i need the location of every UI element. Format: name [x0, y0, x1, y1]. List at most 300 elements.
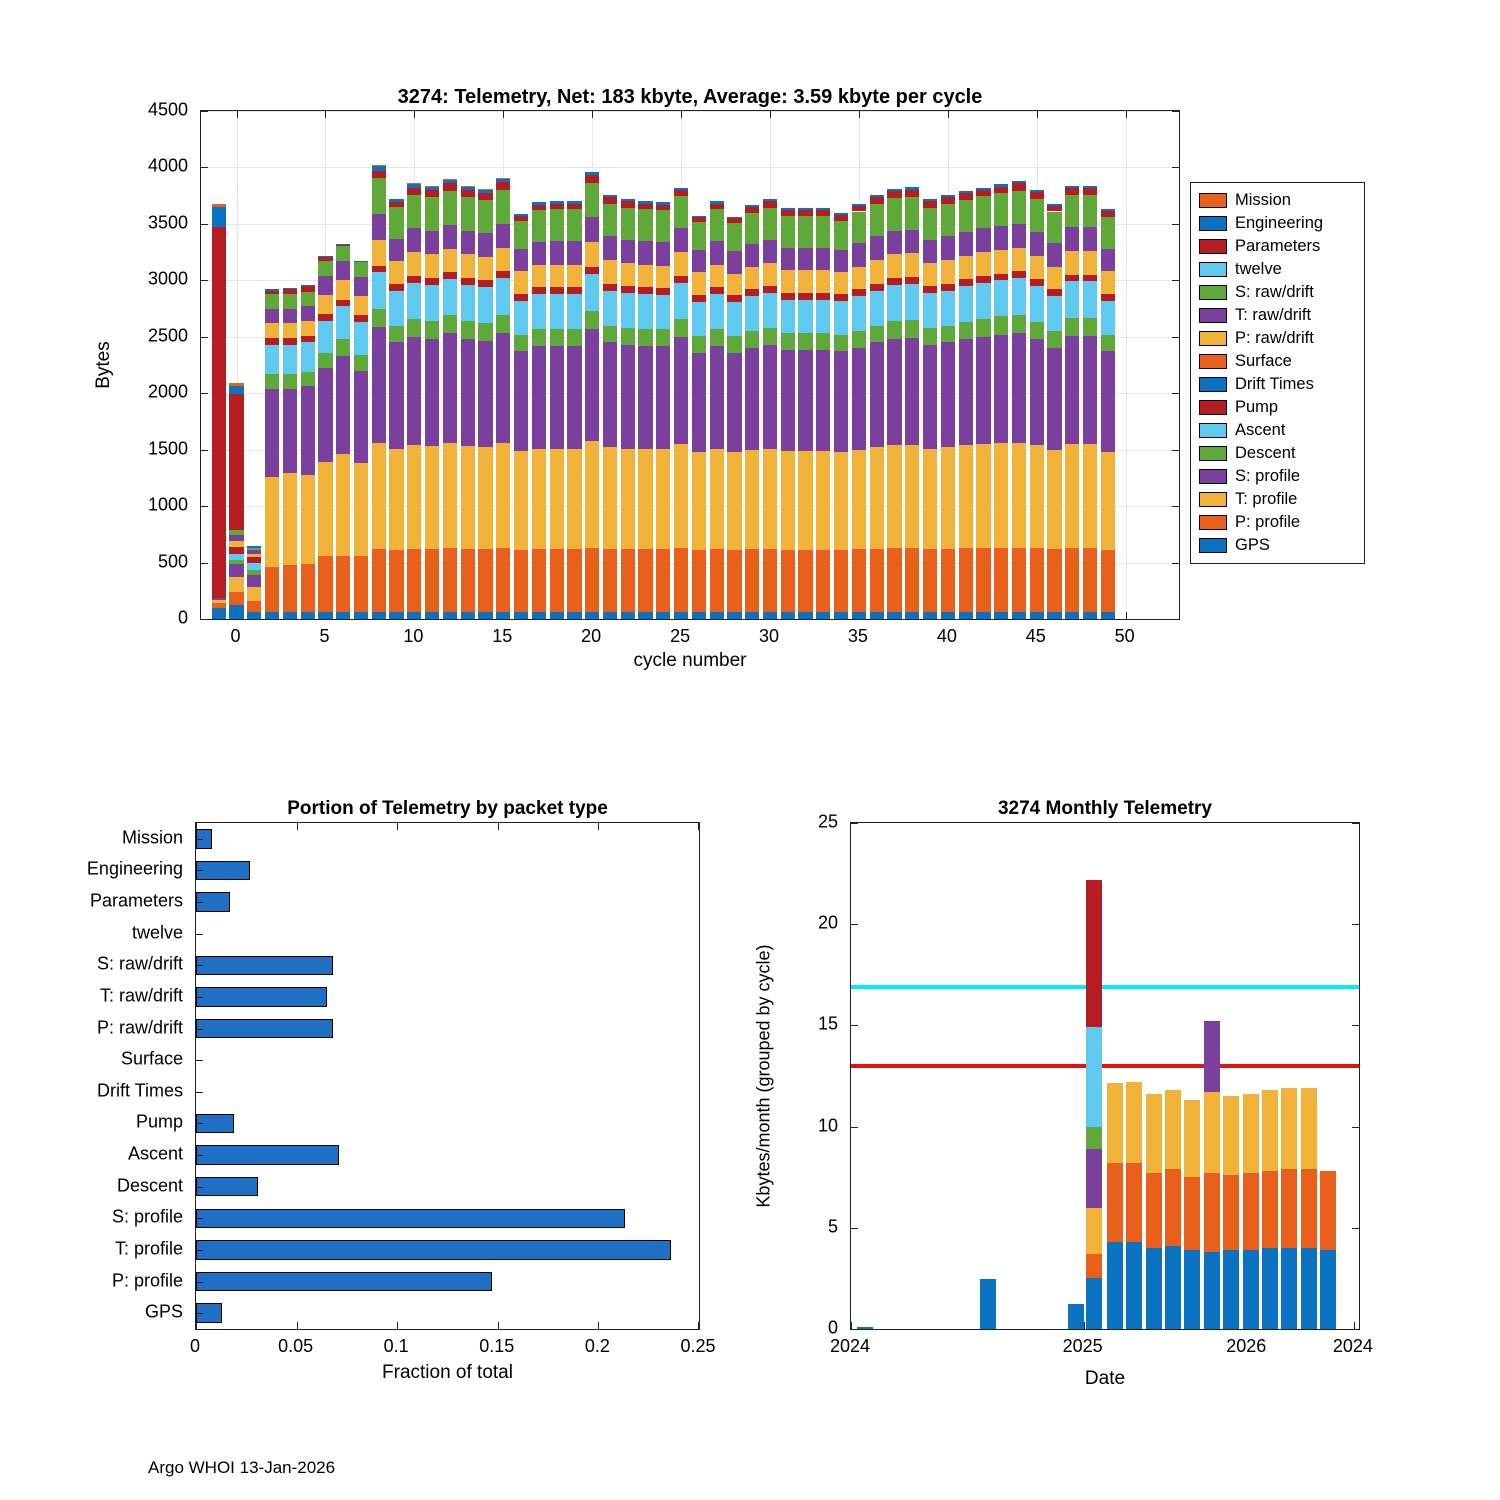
bar-segment: [1012, 443, 1026, 548]
monthly-bar[interactable]: [1165, 1090, 1181, 1329]
bar-segment: [301, 564, 315, 613]
bar-segment: [692, 452, 706, 550]
bar-segment: [710, 287, 724, 294]
bar-segment: [621, 293, 635, 328]
stacked-bar[interactable]: [798, 208, 812, 619]
h-bar[interactable]: [196, 1209, 625, 1229]
legend-swatch-icon: [1199, 515, 1227, 530]
bar-segment: [1083, 336, 1097, 444]
bar-segment: [1083, 281, 1097, 317]
bar-segment: [1223, 1096, 1239, 1175]
stacked-bar[interactable]: [674, 188, 688, 619]
bar-segment: [212, 204, 226, 207]
bar-segment: [674, 337, 688, 444]
bar-segment: [247, 548, 261, 550]
y-tick-label: 4000: [147, 155, 188, 176]
top-chart-xlabel: cycle number: [633, 650, 747, 671]
bar-segment: [550, 204, 564, 210]
gridline: [201, 111, 1179, 112]
stacked-bar[interactable]: [212, 204, 226, 619]
monthly-bar[interactable]: [1107, 1083, 1123, 1329]
bar-segment: [461, 187, 475, 190]
bar-segment: [407, 276, 421, 283]
bar-segment: [425, 254, 439, 278]
bar-segment: [976, 319, 990, 337]
monthly-bar[interactable]: [1068, 1304, 1084, 1329]
stacked-bar[interactable]: [1030, 190, 1044, 619]
bar-segment: [674, 612, 688, 619]
bar-segment: [389, 284, 403, 291]
stacked-bar[interactable]: [1083, 186, 1097, 619]
monthly-bar[interactable]: [1262, 1090, 1278, 1329]
bar-segment: [1101, 301, 1115, 335]
legend-swatch-icon: [1199, 331, 1227, 346]
bar-segment: [941, 612, 955, 619]
stacked-bar[interactable]: [870, 195, 884, 619]
stacked-bar[interactable]: [229, 383, 243, 619]
stacked-bar[interactable]: [692, 216, 706, 619]
y-tick: [1172, 506, 1179, 507]
legend-item[interactable]: [1199, 327, 1356, 350]
bar-segment: [372, 327, 386, 443]
stacked-bar[interactable]: [247, 546, 261, 619]
y-tick: [201, 563, 208, 564]
bar-segment: [692, 217, 706, 222]
bar-segment: [301, 292, 315, 307]
stacked-bar[interactable]: [994, 184, 1008, 619]
bar-segment: [318, 314, 332, 321]
stacked-bar[interactable]: [425, 186, 439, 619]
stacked-bar[interactable]: [283, 288, 297, 619]
bar-segment: [229, 541, 243, 547]
h-bar[interactable]: [196, 861, 250, 881]
stacked-bar[interactable]: [389, 199, 403, 619]
h-bar[interactable]: [196, 1019, 333, 1039]
bar-segment: [318, 257, 332, 262]
monthly-bar[interactable]: [857, 1327, 873, 1329]
bar-segment: [656, 242, 670, 266]
bar-segment: [247, 612, 261, 619]
bar-segment: [994, 274, 1008, 281]
y-tick-label: 3000: [147, 268, 188, 289]
bar-segment: [443, 548, 457, 612]
bar-segment: [229, 564, 243, 578]
bar-segment: [425, 321, 439, 339]
legend-item[interactable]: [1199, 189, 1356, 212]
bar-segment: [816, 300, 830, 334]
stacked-bar[interactable]: [621, 199, 635, 619]
bar-segment: [798, 550, 812, 612]
stacked-bar[interactable]: [1101, 209, 1115, 619]
x-tick: [1037, 111, 1038, 118]
bar-segment: [959, 548, 973, 612]
bar-segment: [425, 231, 439, 255]
stacked-bar[interactable]: [656, 202, 670, 619]
bar-segment: [852, 267, 866, 290]
y-tick: [1172, 167, 1179, 168]
legend-item[interactable]: [1199, 235, 1356, 258]
stacked-bar[interactable]: [852, 204, 866, 619]
y-tick: [201, 167, 208, 168]
bar-segment: [603, 447, 617, 549]
bar-segment: [461, 190, 475, 197]
y-tick: [196, 1123, 203, 1124]
legend-item[interactable]: [1199, 281, 1356, 304]
bar-segment: [816, 210, 830, 216]
bar-segment: [283, 374, 297, 389]
bar-segment: [247, 563, 261, 571]
bar-segment: [798, 293, 812, 300]
bar-segment: [496, 224, 510, 248]
legend-label: Pump: [1235, 398, 1279, 416]
bar-segment: [443, 272, 457, 279]
bar-segment: [567, 287, 581, 294]
monthly-bar[interactable]: [1204, 1021, 1220, 1329]
bar-segment: [603, 284, 617, 291]
x-tick: [859, 111, 860, 118]
legend-label: Mission: [1235, 191, 1291, 209]
h-bar[interactable]: [196, 956, 333, 976]
bar-segment: [247, 575, 261, 587]
bar-segment: [857, 1327, 873, 1329]
bar-segment: [976, 444, 990, 548]
bar-segment: [745, 612, 759, 619]
bar-segment: [1086, 961, 1102, 1028]
legend-item[interactable]: [1199, 350, 1356, 373]
top-chart-plot-area: [201, 111, 1179, 619]
stacked-bar[interactable]: [745, 205, 759, 619]
bar-segment: [692, 272, 706, 295]
legend-item[interactable]: [1199, 442, 1356, 465]
bar-segment: [905, 612, 919, 619]
stacked-bar[interactable]: [1065, 186, 1079, 619]
legend-item[interactable]: [1199, 304, 1356, 327]
bar-segment: [905, 284, 919, 320]
bar-segment: [941, 195, 955, 197]
bar-segment: [478, 189, 492, 190]
bar-segment: [585, 612, 599, 619]
bar-segment: [461, 549, 475, 612]
monthly-bar[interactable]: [1223, 1096, 1239, 1329]
legend-item[interactable]: [1199, 419, 1356, 442]
bar-segment: [781, 293, 795, 300]
y-tick: [201, 450, 208, 451]
x-tick-label: 10: [403, 626, 424, 646]
bar-segment: [1101, 217, 1115, 249]
bar-segment: [638, 329, 652, 346]
bar-segment: [514, 612, 528, 619]
bar-segment: [407, 252, 421, 276]
bar-segment: [443, 279, 457, 315]
top-chart-title: 3274: Telemetry, Net: 183 kbyte, Average: 3.59 kbyte per cycle: [397, 86, 983, 108]
bar-segment: [745, 207, 759, 213]
bar-segment: [1047, 289, 1061, 296]
bar-segment: [852, 212, 866, 244]
bar-segment: [532, 287, 546, 294]
bar-segment: [372, 240, 386, 266]
bar-segment: [976, 337, 990, 444]
stacked-bar[interactable]: [710, 201, 724, 619]
stacked-bar[interactable]: [1012, 181, 1026, 619]
bar-segment: [1126, 1163, 1142, 1242]
bar-segment: [976, 548, 990, 612]
stacked-bar[interactable]: [816, 208, 830, 619]
bar-segment: [585, 172, 599, 175]
bar-segment: [301, 342, 315, 371]
br-chart-ylabel: Kbytes/month (grouped by cycle): [753, 944, 774, 1208]
bar-segment: [656, 329, 670, 346]
bar-segment: [1083, 548, 1097, 612]
legend-label: GPS: [1235, 536, 1270, 554]
bar-segment: [1107, 1083, 1123, 1163]
bar-segment: [354, 262, 368, 277]
gridline: [1126, 111, 1127, 619]
stacked-bar[interactable]: [567, 201, 581, 619]
legend-swatch-icon: [1199, 239, 1227, 254]
bar-segment: [389, 202, 403, 207]
stacked-bar[interactable]: [923, 199, 937, 619]
stacked-bar[interactable]: [514, 214, 528, 619]
bar-segment: [1068, 1304, 1084, 1329]
bar-segment: [318, 321, 332, 353]
bar-segment: [923, 549, 937, 612]
bar-segment: [994, 443, 1008, 548]
bl-chart-title: Portion of Telemetry by packet type: [287, 798, 608, 819]
h-bar[interactable]: [196, 1145, 339, 1165]
y-tick: [196, 1155, 203, 1156]
bar-segment: [443, 225, 457, 249]
bar-segment: [1012, 224, 1026, 248]
bar-segment: [745, 244, 759, 267]
monthly-bar[interactable]: [980, 1279, 996, 1329]
bar-segment: [1065, 548, 1079, 612]
legend-item[interactable]: [1199, 465, 1356, 488]
bar-segment: [1223, 1175, 1239, 1250]
bar-segment: [496, 443, 510, 548]
y-tick-label: 10: [817, 1115, 838, 1136]
bar-segment: [763, 549, 777, 612]
bar-segment: [994, 187, 1008, 194]
bar-segment: [1030, 548, 1044, 612]
stacked-bar[interactable]: [976, 188, 990, 619]
legend-label: twelve: [1235, 260, 1282, 278]
bar-segment: [692, 612, 706, 619]
y-tick: [196, 870, 203, 871]
legend-item[interactable]: [1199, 534, 1356, 557]
legend-item[interactable]: [1199, 488, 1356, 511]
x-tick: [237, 111, 238, 118]
bar-segment: [336, 454, 350, 556]
bar-segment: [603, 612, 617, 619]
bar-segment: [870, 204, 884, 237]
bar-segment: [1030, 192, 1044, 199]
x-tick-label: 20: [581, 626, 602, 646]
x-tick-label: 5: [319, 626, 330, 646]
bar-segment: [674, 228, 688, 252]
stacked-bar[interactable]: [354, 261, 368, 619]
bar-segment: [407, 184, 421, 187]
x-tick: [297, 1322, 298, 1329]
bar-segment: [301, 286, 315, 292]
x-tick: [503, 111, 504, 118]
stacked-bar[interactable]: [781, 208, 795, 619]
y-tick-label: 5: [827, 1216, 838, 1237]
bar-segment: [514, 216, 528, 221]
bar-segment: [781, 216, 795, 248]
bar-segment: [1083, 251, 1097, 275]
bar-segment: [674, 319, 688, 337]
bar-segment: [354, 556, 368, 612]
stacked-bar[interactable]: [887, 189, 901, 619]
legend-item[interactable]: [1199, 212, 1356, 235]
bar-segment: [265, 291, 279, 294]
stacked-bar[interactable]: [336, 244, 350, 619]
stacked-bar[interactable]: [727, 217, 741, 619]
bar-segment: [461, 321, 475, 339]
bar-segment: [959, 279, 973, 286]
stacked-bar[interactable]: [905, 187, 919, 619]
bar-segment: [852, 204, 866, 206]
bar-segment: [887, 198, 901, 231]
stacked-bar[interactable]: [265, 289, 279, 619]
bar-segment: [1083, 227, 1097, 251]
y-tick: [1172, 111, 1179, 112]
y-tick: [196, 839, 203, 840]
monthly-bar[interactable]: [1086, 880, 1102, 1329]
bar-segment: [461, 339, 475, 446]
x-tick-label: 40: [936, 626, 957, 646]
bar-segment: [976, 196, 990, 229]
bar-segment: [461, 285, 475, 321]
h-bar[interactable]: [196, 1240, 671, 1260]
bar-segment: [870, 326, 884, 343]
bar-segment: [994, 612, 1008, 619]
bar-segment: [798, 451, 812, 550]
bar-segment: [283, 289, 297, 294]
y-tick: [196, 1092, 203, 1093]
monthly-bar[interactable]: [1281, 1088, 1297, 1329]
legend-item[interactable]: [1199, 396, 1356, 419]
bar-segment: [763, 328, 777, 345]
bar-segment: [1262, 1090, 1278, 1171]
bar-segment: [976, 612, 990, 619]
stacked-bar[interactable]: [941, 195, 955, 619]
bar-segment: [852, 206, 866, 212]
y-tick: [851, 823, 858, 824]
stacked-bar[interactable]: [638, 201, 652, 619]
bar-segment: [834, 301, 848, 335]
stacked-bar[interactable]: [301, 285, 315, 619]
h-bar[interactable]: [196, 987, 327, 1007]
legend-item[interactable]: [1199, 511, 1356, 534]
bar-segment: [905, 187, 919, 190]
bar-segment: [336, 246, 350, 261]
stacked-bar[interactable]: [496, 178, 510, 619]
bar-segment: [407, 445, 421, 549]
bar-segment: [727, 353, 741, 452]
y-tick: [1172, 619, 1179, 620]
bar-segment: [1047, 549, 1061, 612]
bar-segment: [229, 560, 243, 563]
bar-segment: [710, 265, 724, 288]
stacked-bar[interactable]: [478, 189, 492, 619]
stacked-bar[interactable]: [372, 165, 386, 619]
legend-swatch-icon: [1199, 446, 1227, 461]
bar-segment: [283, 323, 297, 338]
stacked-bar[interactable]: [318, 256, 332, 620]
legend-item[interactable]: [1199, 373, 1356, 396]
stacked-bar[interactable]: [959, 191, 973, 619]
x-tick: [770, 111, 771, 118]
bar-segment: [692, 353, 706, 452]
stacked-bar[interactable]: [407, 183, 421, 619]
stacked-bar[interactable]: [585, 172, 599, 619]
monthly-bar[interactable]: [1301, 1088, 1317, 1329]
bar-segment: [1065, 281, 1079, 317]
bar-segment: [354, 315, 368, 322]
bar-segment: [532, 329, 546, 346]
category-label: Mission: [121, 827, 183, 848]
bar-segment: [781, 210, 795, 216]
stacked-bar[interactable]: [834, 213, 848, 619]
bar-segment: [283, 288, 297, 289]
bar-segment: [1281, 1169, 1297, 1248]
stacked-bar[interactable]: [443, 179, 457, 619]
bar-segment: [532, 549, 546, 612]
h-bar[interactable]: [196, 1272, 492, 1292]
legend-item[interactable]: [1199, 258, 1356, 281]
bar-segment: [336, 244, 350, 245]
bar-segment: [247, 554, 261, 557]
bar-segment: [621, 263, 635, 286]
bar-segment: [887, 278, 901, 285]
stacked-bar[interactable]: [532, 202, 546, 619]
bar-segment: [692, 295, 706, 302]
h-bar[interactable]: [196, 1177, 258, 1197]
stacked-bar[interactable]: [763, 199, 777, 619]
monthly-bar[interactable]: [1184, 1100, 1200, 1329]
bar-segment: [870, 612, 884, 619]
bar-segment: [1086, 1278, 1102, 1329]
top-chart-ylabel: Bytes: [93, 341, 114, 389]
bar-segment: [265, 477, 279, 567]
bar-segment: [994, 548, 1008, 612]
stacked-bar[interactable]: [1047, 204, 1061, 619]
bar-segment: [959, 339, 973, 445]
bar-segment: [1301, 1169, 1317, 1248]
bar-segment: [656, 549, 670, 612]
bar-segment: [959, 445, 973, 548]
bar-segment: [1101, 550, 1115, 612]
bar-segment: [1065, 318, 1079, 336]
bar-segment: [816, 612, 830, 619]
stacked-bar[interactable]: [550, 201, 564, 619]
y-tick-label: 25: [817, 811, 838, 832]
stacked-bar[interactable]: [461, 186, 475, 619]
monthly-bar[interactable]: [1243, 1094, 1259, 1329]
bar-segment: [727, 251, 741, 274]
bar-segment: [1012, 271, 1026, 278]
monthly-bar[interactable]: [1146, 1094, 1162, 1329]
bar-segment: [905, 548, 919, 612]
bar-segment: [585, 329, 599, 441]
monthly-bar[interactable]: [1126, 1082, 1142, 1329]
monthly-bar[interactable]: [1320, 1171, 1336, 1329]
bar-segment: [1065, 188, 1079, 195]
bar-segment: [745, 331, 759, 348]
bar-segment: [674, 196, 688, 229]
stacked-bar[interactable]: [603, 195, 617, 619]
